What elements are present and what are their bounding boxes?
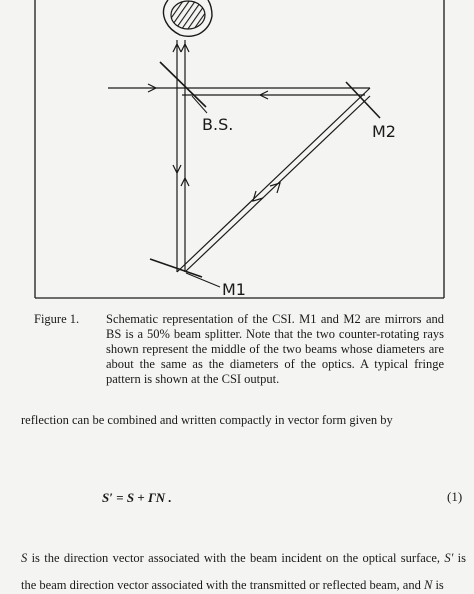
equation-equals: = xyxy=(112,490,127,505)
label-bs: B.S. xyxy=(202,115,234,134)
body-paragraph-2 xyxy=(21,545,466,594)
fringe-pattern-icon xyxy=(163,0,212,36)
equation xyxy=(102,490,172,506)
para2-part1: is the direction vector associated with the beam incident on the optical surface, xyxy=(27,551,445,565)
figure-frame xyxy=(35,0,444,298)
bs-leader xyxy=(192,96,207,113)
mirror-m1 xyxy=(150,259,202,277)
beam-splitter xyxy=(160,62,206,107)
equation-rhs: S + ΓN . xyxy=(126,490,172,505)
label-m1: M1 xyxy=(222,280,246,299)
beam-paths xyxy=(108,40,370,272)
para2-part3: is xyxy=(432,578,444,592)
equation-lhs: S′ xyxy=(102,490,113,505)
var-n: N xyxy=(423,578,433,592)
caption-text: Schematic representation of the CSI. M1 and M2 are mirrors and BS is a 50% beam splitter. Note that the two counter-rotating rays shown represent the middle of the two beams whose diameters are about the same as the diameters of the optics. A typical fringe pattern is shown at the CSI output. xyxy=(106,312,444,386)
caption-label: Figure 1. xyxy=(34,312,80,326)
var-s-prime: S′ xyxy=(444,551,454,565)
body-paragraph-1: reflection can be combined and written compactly in vector form given by xyxy=(21,413,393,427)
m1-leader xyxy=(186,273,220,287)
var-s: S xyxy=(21,551,28,565)
figure-caption xyxy=(34,312,444,387)
label-m2: M2 xyxy=(372,122,396,141)
equation-number: (1) xyxy=(447,489,463,504)
para2-part2: is the beam direction vector associated with the transmitted or reflected beam, and xyxy=(21,551,466,592)
